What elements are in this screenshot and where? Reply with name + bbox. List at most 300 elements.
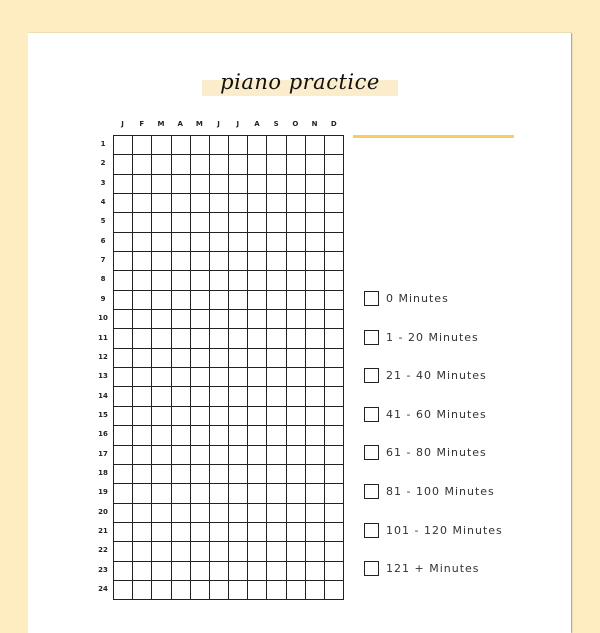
day-label: 18 <box>98 468 108 477</box>
grid-cell[interactable] <box>325 310 344 329</box>
grid-cell[interactable] <box>133 175 152 194</box>
grid-cell[interactable] <box>229 504 248 523</box>
grid-cell[interactable] <box>191 504 210 523</box>
grid-cell[interactable] <box>210 581 229 600</box>
grid-cell[interactable] <box>152 523 171 542</box>
grid-cell[interactable] <box>191 136 210 155</box>
grid-cell[interactable] <box>191 484 210 503</box>
grid-cell[interactable] <box>267 465 286 484</box>
grid-cell[interactable] <box>267 523 286 542</box>
grid-cell[interactable] <box>287 368 306 387</box>
grid-cell[interactable] <box>210 368 229 387</box>
grid-cell[interactable] <box>287 213 306 232</box>
grid-cell[interactable] <box>152 465 171 484</box>
grid-cell[interactable] <box>306 542 325 561</box>
grid-cell[interactable] <box>114 175 133 194</box>
grid-cell[interactable] <box>152 291 171 310</box>
grid-cell[interactable] <box>210 349 229 368</box>
grid-cell[interactable] <box>287 252 306 271</box>
grid-cell[interactable] <box>114 465 133 484</box>
grid-cell[interactable] <box>229 368 248 387</box>
grid-cell[interactable] <box>152 368 171 387</box>
grid-cell[interactable] <box>306 136 325 155</box>
grid-cell[interactable] <box>325 407 344 426</box>
grid-cell[interactable] <box>152 136 171 155</box>
legend-checkbox[interactable] <box>364 445 379 460</box>
grid-cell[interactable] <box>229 387 248 406</box>
grid-cell[interactable] <box>114 252 133 271</box>
grid-cell[interactable] <box>229 407 248 426</box>
grid-cell[interactable] <box>172 504 191 523</box>
grid-cell[interactable] <box>267 291 286 310</box>
grid-cell[interactable] <box>172 213 191 232</box>
grid-cell[interactable] <box>248 562 267 581</box>
grid-cell[interactable] <box>306 407 325 426</box>
grid-cell[interactable] <box>172 233 191 252</box>
grid-cell[interactable] <box>172 465 191 484</box>
grid-cell[interactable] <box>133 271 152 290</box>
grid-cell[interactable] <box>229 426 248 445</box>
grid-cell[interactable] <box>114 271 133 290</box>
grid-cell[interactable] <box>133 291 152 310</box>
grid-cell[interactable] <box>133 194 152 213</box>
grid-cell[interactable] <box>114 504 133 523</box>
grid-cell[interactable] <box>191 329 210 348</box>
day-label: 14 <box>98 391 108 400</box>
grid-cell[interactable] <box>210 562 229 581</box>
grid-cell[interactable] <box>229 542 248 561</box>
grid-cell[interactable] <box>114 446 133 465</box>
grid-cell[interactable] <box>306 368 325 387</box>
grid-cell[interactable] <box>229 310 248 329</box>
grid-cell[interactable] <box>152 252 171 271</box>
grid-cell[interactable] <box>248 136 267 155</box>
grid-cell[interactable] <box>229 155 248 174</box>
grid-cell[interactable] <box>133 504 152 523</box>
grid-cell[interactable] <box>210 271 229 290</box>
grid-cell[interactable] <box>267 233 286 252</box>
grid-cell[interactable] <box>229 465 248 484</box>
grid-cell[interactable] <box>248 175 267 194</box>
grid-cell[interactable] <box>229 194 248 213</box>
legend-checkbox[interactable] <box>364 330 379 345</box>
grid-cell[interactable] <box>152 504 171 523</box>
grid-cell[interactable] <box>114 484 133 503</box>
grid-cell[interactable] <box>172 291 191 310</box>
grid-cell[interactable] <box>114 368 133 387</box>
grid-cell[interactable] <box>133 484 152 503</box>
grid-cell[interactable] <box>210 136 229 155</box>
grid-cell[interactable] <box>306 194 325 213</box>
grid-cell[interactable] <box>325 213 344 232</box>
grid-cell[interactable] <box>114 194 133 213</box>
grid-cell[interactable] <box>287 155 306 174</box>
grid-cell[interactable] <box>172 484 191 503</box>
grid-cell[interactable] <box>191 213 210 232</box>
grid-cell[interactable] <box>287 542 306 561</box>
grid-cell[interactable] <box>287 426 306 445</box>
grid-cell[interactable] <box>287 329 306 348</box>
grid-cell[interactable] <box>210 155 229 174</box>
grid-cell[interactable] <box>325 562 344 581</box>
grid-cell[interactable] <box>248 484 267 503</box>
grid-cell[interactable] <box>152 329 171 348</box>
grid-cell[interactable] <box>287 484 306 503</box>
legend-checkbox[interactable] <box>364 523 379 538</box>
grid-cell[interactable] <box>114 310 133 329</box>
grid-cell[interactable] <box>172 446 191 465</box>
grid-cell[interactable] <box>325 465 344 484</box>
grid-cell[interactable] <box>287 465 306 484</box>
grid-cell[interactable] <box>287 504 306 523</box>
legend-checkbox[interactable] <box>364 291 379 306</box>
grid-cell[interactable] <box>152 271 171 290</box>
grid-cell[interactable] <box>152 310 171 329</box>
grid-cell[interactable] <box>306 252 325 271</box>
grid-cell[interactable] <box>306 291 325 310</box>
grid-cell[interactable] <box>229 213 248 232</box>
grid-cell[interactable] <box>172 387 191 406</box>
grid-cell[interactable] <box>229 291 248 310</box>
grid-cell[interactable] <box>306 349 325 368</box>
grid-cell[interactable] <box>229 136 248 155</box>
grid-cell[interactable] <box>306 387 325 406</box>
grid-cell[interactable] <box>229 523 248 542</box>
grid-cell[interactable] <box>306 446 325 465</box>
grid-cell[interactable] <box>191 368 210 387</box>
grid-cell[interactable] <box>267 368 286 387</box>
grid-cell[interactable] <box>267 426 286 445</box>
grid-cell[interactable] <box>267 252 286 271</box>
grid-cell[interactable] <box>191 291 210 310</box>
grid-cell[interactable] <box>210 252 229 271</box>
grid-cell[interactable] <box>191 446 210 465</box>
grid-cell[interactable] <box>152 233 171 252</box>
grid-cell[interactable] <box>152 542 171 561</box>
grid-cell[interactable] <box>325 446 344 465</box>
legend-checkbox[interactable] <box>364 407 379 422</box>
grid-cell[interactable] <box>133 155 152 174</box>
grid-cell[interactable] <box>114 349 133 368</box>
grid-cell[interactable] <box>267 194 286 213</box>
grid-cell[interactable] <box>114 291 133 310</box>
grid-cell[interactable] <box>152 387 171 406</box>
grid-cell[interactable] <box>152 155 171 174</box>
grid-cell[interactable] <box>210 233 229 252</box>
grid-cell[interactable] <box>133 136 152 155</box>
grid-cell[interactable] <box>191 349 210 368</box>
grid-cell[interactable] <box>248 291 267 310</box>
grid-cell[interactable] <box>133 407 152 426</box>
grid-cell[interactable] <box>152 175 171 194</box>
grid-cell[interactable] <box>248 407 267 426</box>
legend-checkbox[interactable] <box>364 561 379 576</box>
grid-cell[interactable] <box>229 233 248 252</box>
grid-cell[interactable] <box>267 387 286 406</box>
grid-cell[interactable] <box>114 136 133 155</box>
grid-cell[interactable] <box>191 562 210 581</box>
grid-cell[interactable] <box>325 542 344 561</box>
grid-cell[interactable] <box>172 542 191 561</box>
grid-cell[interactable] <box>172 426 191 445</box>
grid-cell[interactable] <box>267 329 286 348</box>
grid-cell[interactable] <box>210 484 229 503</box>
grid-cell[interactable] <box>191 271 210 290</box>
grid-cell[interactable] <box>172 271 191 290</box>
grid-cell[interactable] <box>210 291 229 310</box>
grid-cell[interactable] <box>229 271 248 290</box>
grid-cell[interactable] <box>191 233 210 252</box>
grid-cell[interactable] <box>172 136 191 155</box>
grid-cell[interactable] <box>267 155 286 174</box>
grid-cell[interactable] <box>172 252 191 271</box>
grid-cell[interactable] <box>210 387 229 406</box>
grid-cell[interactable] <box>210 465 229 484</box>
grid-cell[interactable] <box>267 484 286 503</box>
grid-cell[interactable] <box>133 465 152 484</box>
grid-cell[interactable] <box>267 446 286 465</box>
grid-cell[interactable] <box>325 175 344 194</box>
grid-cell[interactable] <box>172 523 191 542</box>
grid-cell[interactable] <box>152 407 171 426</box>
grid-cell[interactable] <box>191 387 210 406</box>
grid-cell[interactable] <box>114 233 133 252</box>
grid-cell[interactable] <box>267 581 286 600</box>
grid-cell[interactable] <box>267 310 286 329</box>
grid-cell[interactable] <box>210 213 229 232</box>
grid-cell[interactable] <box>191 252 210 271</box>
grid-cell[interactable] <box>114 523 133 542</box>
grid-cell[interactable] <box>287 310 306 329</box>
grid-cell[interactable] <box>287 136 306 155</box>
grid-cell[interactable] <box>306 504 325 523</box>
grid-cell[interactable] <box>133 368 152 387</box>
grid-cell[interactable] <box>133 523 152 542</box>
grid-cell[interactable] <box>210 329 229 348</box>
grid-cell[interactable] <box>114 155 133 174</box>
grid-cell[interactable] <box>287 562 306 581</box>
grid-cell[interactable] <box>325 368 344 387</box>
grid-cell[interactable] <box>191 542 210 561</box>
grid-cell[interactable] <box>325 252 344 271</box>
grid-cell[interactable] <box>248 504 267 523</box>
grid-cell[interactable] <box>172 407 191 426</box>
grid-cell[interactable] <box>210 446 229 465</box>
grid-cell[interactable] <box>267 213 286 232</box>
grid-cell[interactable] <box>210 407 229 426</box>
grid-cell[interactable] <box>229 329 248 348</box>
grid-cell[interactable] <box>133 542 152 561</box>
grid-cell[interactable] <box>133 329 152 348</box>
grid-cell[interactable] <box>152 562 171 581</box>
grid-cell[interactable] <box>191 523 210 542</box>
grid-cell[interactable] <box>248 426 267 445</box>
grid-cell[interactable] <box>114 387 133 406</box>
grid-cell[interactable] <box>210 175 229 194</box>
grid-cell[interactable] <box>325 291 344 310</box>
grid-cell[interactable] <box>325 349 344 368</box>
grid-cell[interactable] <box>287 523 306 542</box>
grid-cell[interactable] <box>248 446 267 465</box>
grid-cell[interactable] <box>210 542 229 561</box>
grid-cell[interactable] <box>325 581 344 600</box>
grid-cell[interactable] <box>267 504 286 523</box>
grid-cell[interactable] <box>152 349 171 368</box>
grid-cell[interactable] <box>133 213 152 232</box>
grid-cell[interactable] <box>287 446 306 465</box>
grid-cell[interactable] <box>133 446 152 465</box>
grid-cell[interactable] <box>133 581 152 600</box>
grid-cell[interactable] <box>152 426 171 445</box>
grid-cell[interactable] <box>325 523 344 542</box>
grid-cell[interactable] <box>325 387 344 406</box>
grid-cell[interactable] <box>248 310 267 329</box>
grid-cell[interactable] <box>306 271 325 290</box>
grid-cell[interactable] <box>306 426 325 445</box>
grid-cell[interactable] <box>114 542 133 561</box>
grid-cell[interactable] <box>114 407 133 426</box>
grid-cell[interactable] <box>172 329 191 348</box>
grid-cell[interactable] <box>306 329 325 348</box>
grid-cell[interactable] <box>248 581 267 600</box>
grid-cell[interactable] <box>325 155 344 174</box>
grid-cell[interactable] <box>229 484 248 503</box>
grid-cell[interactable] <box>325 329 344 348</box>
grid-cell[interactable] <box>172 581 191 600</box>
grid-cell[interactable] <box>325 136 344 155</box>
legend-item <box>364 368 487 383</box>
grid-cell[interactable] <box>133 426 152 445</box>
grid-cell[interactable] <box>267 562 286 581</box>
grid-cell[interactable] <box>248 465 267 484</box>
grid-cell[interactable] <box>152 446 171 465</box>
grid-cell[interactable] <box>248 155 267 174</box>
grid-cell[interactable] <box>248 387 267 406</box>
grid-cell[interactable] <box>229 175 248 194</box>
grid-cell[interactable] <box>306 465 325 484</box>
grid-cell[interactable] <box>172 368 191 387</box>
grid-cell[interactable] <box>287 349 306 368</box>
grid-cell[interactable] <box>191 155 210 174</box>
grid-cell[interactable] <box>210 504 229 523</box>
grid-cell[interactable] <box>325 271 344 290</box>
grid-cell[interactable] <box>267 136 286 155</box>
grid-cell[interactable] <box>248 233 267 252</box>
grid-cell[interactable] <box>114 581 133 600</box>
grid-cell[interactable] <box>191 465 210 484</box>
grid-cell[interactable] <box>267 542 286 561</box>
legend-label: 0 Minutes <box>386 292 449 305</box>
grid-cell[interactable] <box>248 194 267 213</box>
grid-cell[interactable] <box>133 387 152 406</box>
grid-cell[interactable] <box>114 329 133 348</box>
legend-checkbox[interactable] <box>364 484 379 499</box>
grid-cell[interactable] <box>248 542 267 561</box>
grid-cell[interactable] <box>287 194 306 213</box>
grid-cell[interactable] <box>152 213 171 232</box>
grid-cell[interactable] <box>210 194 229 213</box>
grid-cell[interactable] <box>172 349 191 368</box>
grid-cell[interactable] <box>306 523 325 542</box>
grid-cell[interactable] <box>114 213 133 232</box>
legend-checkbox[interactable] <box>364 368 379 383</box>
grid-cell[interactable] <box>133 562 152 581</box>
grid-cell[interactable] <box>306 562 325 581</box>
grid-cell[interactable] <box>114 426 133 445</box>
grid-cell[interactable] <box>287 581 306 600</box>
grid-cell[interactable] <box>210 426 229 445</box>
grid-cell[interactable] <box>172 562 191 581</box>
grid-cell[interactable] <box>152 581 171 600</box>
grid-cell[interactable] <box>191 194 210 213</box>
grid-cell[interactable] <box>191 407 210 426</box>
grid-cell[interactable] <box>172 194 191 213</box>
grid-cell[interactable] <box>306 155 325 174</box>
grid-cell[interactable] <box>191 581 210 600</box>
grid-cell[interactable] <box>229 581 248 600</box>
grid-cell[interactable] <box>248 368 267 387</box>
grid-cell[interactable] <box>267 175 286 194</box>
grid-cell[interactable] <box>172 155 191 174</box>
grid-cell[interactable] <box>306 310 325 329</box>
grid-cell[interactable] <box>287 271 306 290</box>
grid-cell[interactable] <box>248 329 267 348</box>
grid-cell[interactable] <box>325 504 344 523</box>
grid-cell[interactable] <box>191 310 210 329</box>
grid-cell[interactable] <box>267 349 286 368</box>
grid-cell[interactable] <box>267 407 286 426</box>
grid-cell[interactable] <box>287 175 306 194</box>
grid-cell[interactable] <box>191 175 210 194</box>
grid-cell[interactable] <box>325 194 344 213</box>
grid-cell[interactable] <box>191 426 210 445</box>
grid-cell[interactable] <box>306 175 325 194</box>
grid-cell[interactable] <box>152 194 171 213</box>
grid-cell[interactable] <box>306 484 325 503</box>
grid-cell[interactable] <box>210 310 229 329</box>
grid-cell[interactable] <box>133 349 152 368</box>
grid-cell[interactable] <box>133 310 152 329</box>
grid-cell[interactable] <box>306 581 325 600</box>
grid-cell[interactable] <box>172 175 191 194</box>
grid-cell[interactable] <box>114 562 133 581</box>
grid-cell[interactable] <box>287 407 306 426</box>
grid-cell[interactable] <box>287 291 306 310</box>
grid-cell[interactable] <box>152 484 171 503</box>
grid-cell[interactable] <box>248 252 267 271</box>
grid-cell[interactable] <box>172 310 191 329</box>
grid-cell[interactable] <box>306 213 325 232</box>
grid-cell[interactable] <box>325 484 344 503</box>
grid-cell[interactable] <box>287 387 306 406</box>
grid-cell[interactable] <box>248 523 267 542</box>
grid-cell[interactable] <box>229 562 248 581</box>
grid-cell[interactable] <box>267 271 286 290</box>
grid-cell[interactable] <box>248 271 267 290</box>
grid-cell[interactable] <box>306 233 325 252</box>
grid-cell[interactable] <box>133 233 152 252</box>
grid-cell[interactable] <box>229 252 248 271</box>
grid-cell[interactable] <box>325 426 344 445</box>
grid-cell[interactable] <box>325 233 344 252</box>
grid-cell[interactable] <box>133 252 152 271</box>
grid-cell[interactable] <box>248 349 267 368</box>
grid-cell[interactable] <box>229 349 248 368</box>
grid-cell[interactable] <box>248 213 267 232</box>
grid-cell[interactable] <box>210 523 229 542</box>
grid-cell[interactable] <box>229 446 248 465</box>
grid-cell[interactable] <box>287 233 306 252</box>
